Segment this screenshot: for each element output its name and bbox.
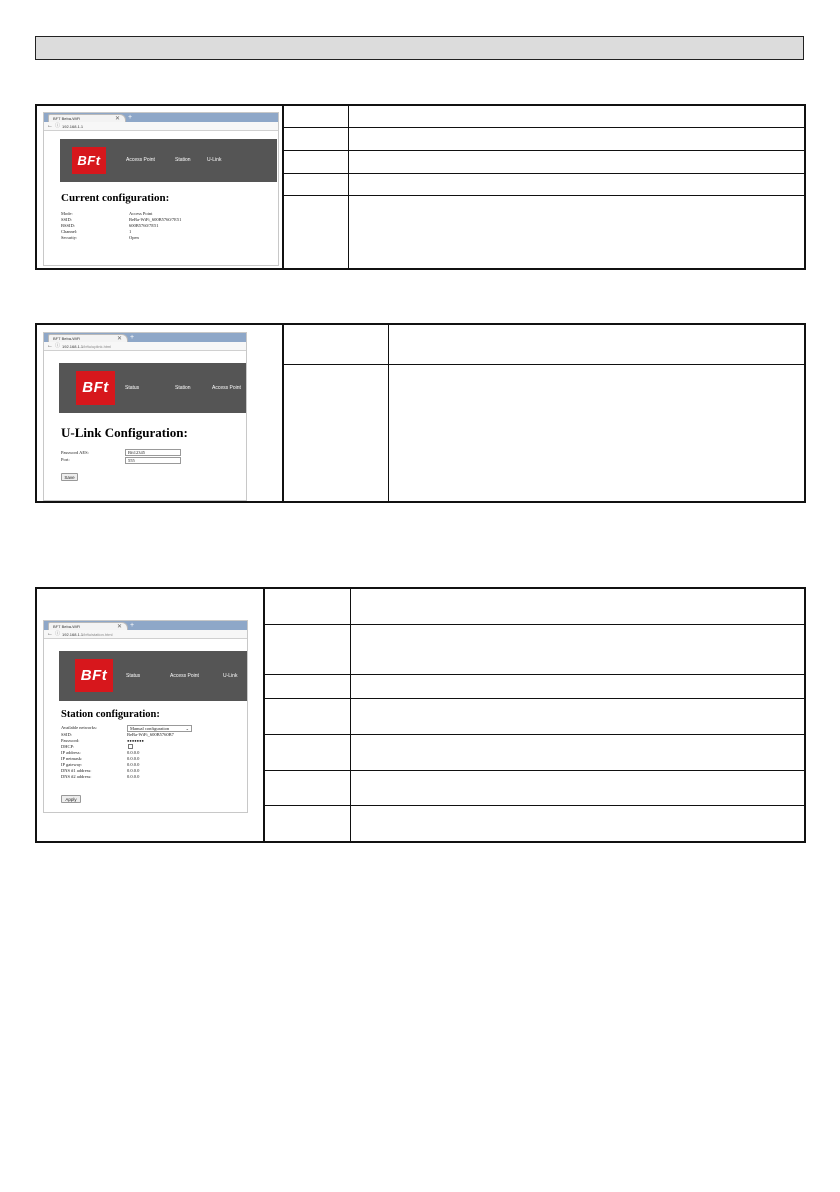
field-label: SSID: [61,732,73,737]
field-value: Open [129,235,139,240]
field-value: 0.0.0.0 [127,750,140,755]
back-arrow-icon[interactable]: ← [47,631,53,637]
url-text[interactable]: 192.168.1.1 [62,124,84,129]
field-label: SSID: [61,217,73,222]
hero-banner [59,651,248,701]
back-arrow-icon[interactable]: ← [47,343,53,349]
table-row [265,625,806,675]
screenshot-cell [37,589,265,841]
tab-strip [44,621,247,630]
field-label: DNS #2 address: [61,774,92,779]
field-value: 0.0.0.0 [127,774,140,779]
nav-status[interactable]: Status [125,385,140,391]
field-value: 1 [129,229,132,234]
table-row [265,699,806,735]
nav-access-point[interactable]: Access Point [212,385,241,391]
tab-title: BFT Beba-WiFi [53,624,81,629]
section-station-configuration [35,587,806,843]
port-input[interactable]: 555 [125,457,181,464]
tab-title: BFT Beba-WiFi [53,116,81,121]
table-row [284,365,806,501]
info-icon[interactable]: ⓘ [55,123,61,129]
hero-banner [59,363,247,413]
table-row [265,806,806,841]
field-label: Channel: [61,229,78,234]
field-label: BSSID: [61,223,76,228]
tab-strip [44,113,278,122]
nav-access-point[interactable]: Access Point [170,673,199,679]
field-value: Access Point [129,211,153,216]
dhcp-checkbox[interactable] [128,744,133,749]
field-label: IP address: [61,750,81,755]
new-tab-icon[interactable]: + [128,114,133,121]
browser-window [43,620,248,813]
close-icon[interactable]: ✕ [115,116,121,122]
header-bar [35,36,804,60]
table-row [265,675,806,699]
field-label: DNS #1 address: [61,768,92,773]
url-host: 192.168.1.1 [62,632,84,637]
hero-banner [60,139,277,182]
close-icon[interactable]: ✕ [117,336,123,342]
port-label: Port: [61,457,70,462]
browser-window [43,112,279,266]
url-text[interactable] [62,631,113,638]
field-value: 600B5760/7E51 [129,223,159,228]
available-networks-select[interactable] [127,725,192,732]
section-current-configuration [35,104,806,270]
table-row [284,128,806,151]
nav-station[interactable]: Station [175,385,191,391]
apply-button[interactable]: Apply [61,795,81,803]
available-networks-label: Available networks: [61,725,98,730]
table-row [265,735,806,771]
field-value: 0.0.0.0 [127,762,140,767]
nav-u-link[interactable]: U-Link [207,157,222,163]
bft-logo[interactable]: BFt [75,659,113,692]
field-label: Security: [61,235,78,240]
url-path: /bftu/station.html [83,632,113,637]
field-label: IP gateway: [61,762,83,767]
browser-window [43,332,247,501]
address-bar[interactable] [44,630,247,639]
table-row [284,325,806,365]
field-value: 0.0.0.0 [127,768,140,773]
back-arrow-icon[interactable]: ← [47,123,53,129]
password-value[interactable]: ●●●●●●● [127,738,144,743]
page-heading: U-Link Configuration: [61,425,188,440]
bft-logo[interactable]: BFt [76,371,115,405]
field-label: Mode: [61,211,73,216]
table-row [265,771,806,806]
tab-strip [44,333,246,342]
screenshot-cell [37,325,284,501]
save-button[interactable]: Save [61,473,78,481]
section-ulink-configuration [35,323,806,503]
url-host: 192.168.1.1 [62,344,84,349]
url-path: /bftu/uplink.html [83,344,112,349]
new-tab-icon[interactable]: + [130,622,135,629]
table-row [284,106,806,128]
new-tab-icon[interactable]: + [130,334,135,341]
table-row [284,196,806,268]
screenshot-cell [37,106,284,268]
nav-station[interactable]: Station [175,157,191,163]
field-label: IP netmask: [61,756,83,761]
nav-status[interactable]: Status [126,673,141,679]
address-bar[interactable] [44,122,278,131]
tab-title: BFT Beba-WiFi [53,336,81,341]
table-row [265,589,806,625]
chevron-down-icon: ⌄ [185,726,189,731]
page-heading: Station configuration: [61,709,160,720]
nav-access-point[interactable]: Access Point [126,157,155,163]
field-label: DHCP: [61,744,75,749]
bft-logo[interactable]: BFt [72,147,106,174]
page-heading: Current configuration: [61,192,170,204]
url-text[interactable] [62,343,111,350]
info-icon[interactable]: ⓘ [55,343,61,349]
field-value: 0.0.0.0 [127,756,140,761]
password-aes-input[interactable]: Bft12345 [125,449,181,456]
address-bar[interactable] [44,342,246,351]
field-value: BeBa-WiFi_600B5760/7E51 [129,217,182,222]
close-icon[interactable]: ✕ [117,624,123,630]
available-networks-value: Manual configuration [130,726,170,731]
table-row [284,174,806,196]
password-aes-label: Password AES: [61,450,89,455]
table-row [284,151,806,174]
ssid-value: BeBa-WiFi_600B5760B7 [127,732,174,737]
info-icon[interactable]: ⓘ [55,631,61,637]
field-label: Password: [61,738,80,743]
nav-u-link[interactable]: U-Link [223,673,238,679]
